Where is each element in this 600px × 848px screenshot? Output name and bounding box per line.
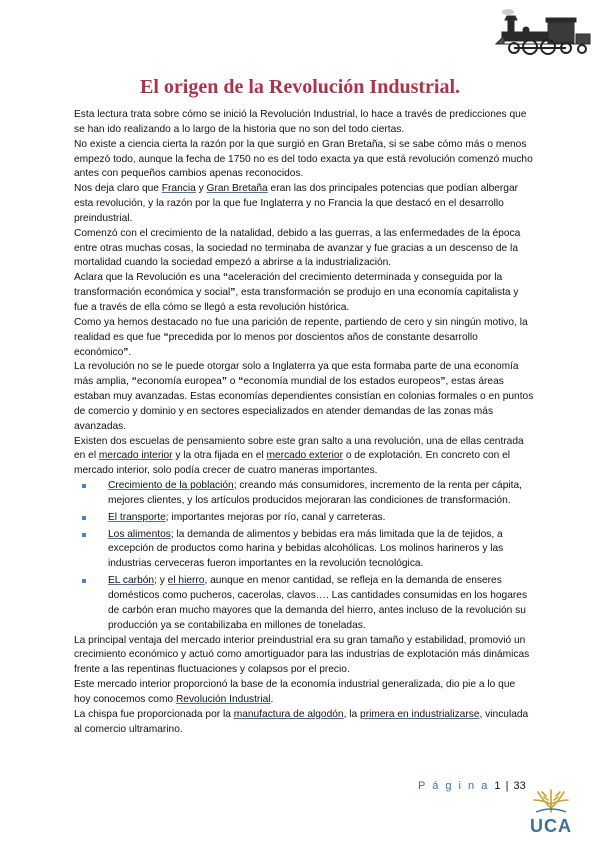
paragraph: Comenzó con el crecimiento de la natalidad, debido a las guerras, a las enfermedades de la época entre otras muchas cosas, la sociedad no terminaba de avanzar y fue gracias a un descenso de la mortalidad cuando la sociedad empezó a abrirse a la industrialización. [74, 227, 521, 269]
bullet-list [74, 479, 534, 633]
paragraph: Existen dos escuelas de pensamiento sobre este gran salto a una revolución, una de ellas centrada en el mercado interior y la otra fijada en el mercado exterior o de explotación. En concreto con el mercado interior, solo podía crecer de cuatro maneras importantes. [74, 435, 524, 477]
link-alimentos[interactable]: Los alimentos [108, 528, 171, 540]
link-revolucion-industrial[interactable]: Revolución Industrial [175, 693, 271, 705]
bullet-marker [82, 579, 86, 583]
link-hierro[interactable]: el hierro [167, 575, 205, 587]
paragraph: Esta lectura trata sobre cómo se inició la Revolución Industrial, lo hace a través de predicciones que se han ido realizando a lo largo de la historia que no son del todo ciertas. [74, 109, 527, 135]
paragraph: La revolución no se le puede otorgar solo a Inglaterra ya que esta formaba parte de una economía más amplia, “economía europea” o “economía mundial de los estados europeos”, estas áreas estaban muy avanzadas. Estas economías dependientes consistían en colonias formales o en puntos de comercio y dominio y en sectores especializados en atender demandas de las zonas más avanzadas. [74, 361, 534, 432]
link-carbon[interactable]: EL carbón [108, 575, 155, 587]
paragraph: La principal ventaja del mercado interior preindustrial era su gran tamaño y estabilidad, promovió un crecimiento económico y actuó como amortiguador para las industrias de explotación más dinámicas frente a las repentinas fluctuaciones y colapsos por el precio. [74, 634, 530, 676]
uca-logo-text: UCA [530, 816, 572, 836]
link-mercado-interior[interactable]: mercado interior [98, 450, 173, 462]
link-francia[interactable]: Francia [161, 183, 196, 195]
link-mercado-exterior[interactable]: mercado exterior [266, 450, 343, 462]
bullet-marker [82, 533, 86, 537]
paragraph: No existe a ciencia cierta la razón por la que surgió en Gran Bretaña, si se sabe cómo más o menos empezó todo, aunque la fecha de 1750 no es del todo exacta ya que está revolución comenzó mucho antes con pequeños cambios apenas reconocidos. [74, 138, 533, 180]
bullet-marker [82, 484, 86, 488]
list-item: Los alimentos; la demanda de alimentos y bebidas era más limitada que la de tejidos, a excepción de productos como harina y bebidas alcohólicas. Los molinos harineros y las industrias cerveceras fueron importantes en la revolución tecnológica. [108, 528, 534, 573]
paragraph: La chispa fue proporcionada por la manufactura de algodón, la primera en industrializarse, vinculada al comercio ultramarino. [74, 708, 529, 735]
list-item: Crecimiento de la población; creando más consumidores, incremento de la renta per cápita, mejores clientes, y los artículos producidos mejoraran las condiciones de transformación. [108, 479, 534, 509]
page-title: El origen de la Revolución Industrial. [139, 76, 461, 98]
paragraph: Aclara que la Revolución es una “aceleración del crecimiento determinada y conseguida por la transformación económica y social”, esta transformación se produjo en una economía capitalista y fue a través de ella cómo se llegó a esta revolución histórica. [74, 272, 519, 313]
paragraph: Este mercado interior proporcionó la base de la economía industrial generalizada, dio pie a lo que hoy conocemos como Revolución Industrial. [74, 679, 516, 705]
bullet-marker [82, 516, 86, 520]
steam-locomotive-icon [494, 6, 592, 56]
paragraph: Nos deja claro que Francia y Gran Bretaña eran las dos principales potencias que podían albergar esta revolución, y la razón por la que fue Inglaterra y no Francia la que destacó en el desarrollo preindustrial. [74, 183, 519, 224]
list-item: EL carbón; y el hierro, aunque en menor cantidad, se refleja en la demanda de enseres domésticos como pucheros, cacerolas, clavos…. Las cantidades consumidas en los hogares de carbón eran mucho mayores que la demanda del hierro, antes incluso de la revolución su producción ya se contabilizaba en millones de toneladas. [108, 574, 534, 633]
link-manufactura-algodon[interactable]: manufactura de algodón [233, 708, 344, 720]
link-crecimiento-poblacion[interactable]: Crecimiento de la población [108, 480, 234, 492]
page-number: P á g i n a 1 | 33 [418, 780, 526, 792]
document-body [74, 108, 534, 737]
paragraph: Como ya hemos destacado no fue una parición de repente, partiendo de cero y sin ningún motivo, la realidad es que fue “precedida por lo menos por doscientos años de constante desarrollo económico”. [74, 316, 528, 358]
link-gran-bretana[interactable]: Gran Bretaña [206, 183, 268, 195]
list-item: El transporte; importantes mejoras por río, canal y carreteras. [108, 511, 534, 526]
link-primera-industrializarse[interactable]: primera en industrializarse [360, 708, 480, 720]
link-transporte[interactable]: El transporte [108, 511, 166, 523]
